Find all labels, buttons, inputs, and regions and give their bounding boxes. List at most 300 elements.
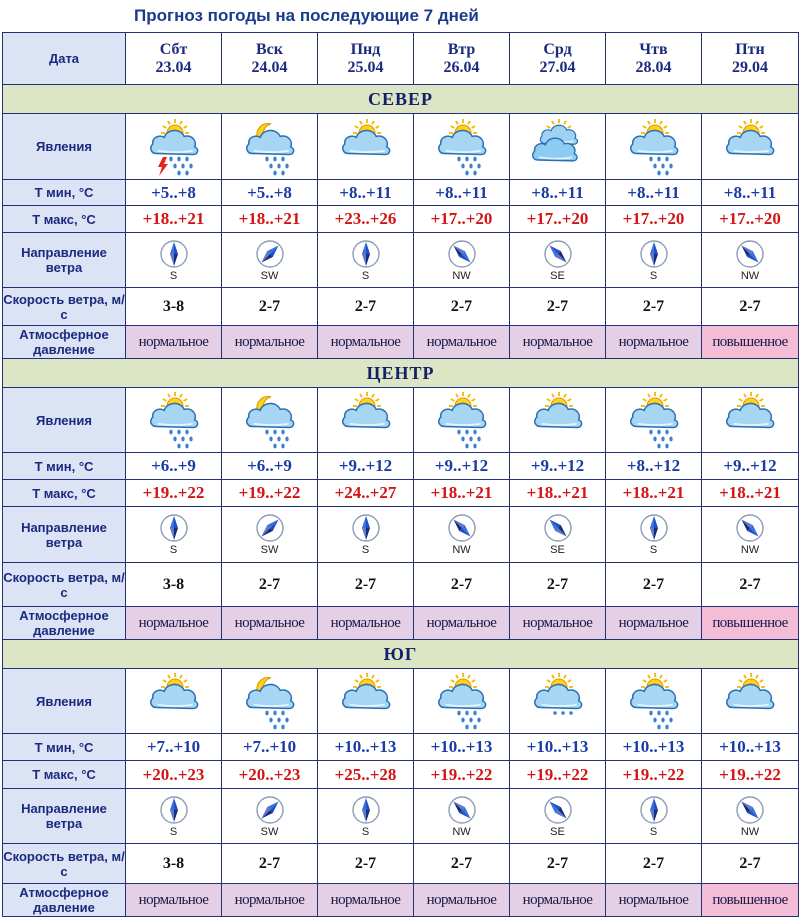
phenomena-cell	[126, 669, 222, 734]
tmax-cell	[126, 206, 222, 233]
wind-speed-value: 2-7	[258, 297, 281, 315]
phenomena-label: Явления	[36, 693, 92, 709]
sun-cloud-rain-icon	[414, 390, 509, 450]
tmax-cell	[318, 761, 414, 789]
tmax-value: +19..+22	[238, 483, 301, 502]
tmax-cell	[318, 206, 414, 233]
wind-speed-cell	[222, 288, 318, 326]
day-date: 28.04	[635, 58, 672, 76]
sun-cloud-rain-icon	[606, 117, 701, 177]
wind-speed-value: 2-7	[546, 297, 569, 315]
phenomena-label: Явления	[36, 139, 92, 154]
region-header-cell	[3, 85, 799, 114]
region-header-cell	[3, 640, 799, 669]
tmin-cell	[126, 180, 222, 206]
compass-arrow-icon	[510, 795, 605, 825]
wind-speed-value: 2-7	[354, 854, 377, 872]
tmax-value: +19..+22	[526, 764, 589, 784]
wind-direction-value: NW	[452, 825, 471, 838]
compass-arrow-icon	[222, 795, 317, 825]
sun-cloud-drizzle-icon	[510, 671, 605, 731]
tmin-value: +9..+12	[338, 456, 393, 475]
tmax-cell	[510, 761, 606, 789]
tmax-row	[3, 480, 799, 507]
tmin-value: +7..+10	[242, 737, 297, 756]
tmax-cell	[510, 480, 606, 507]
tmax-value: +17..+20	[430, 209, 493, 228]
tmin-row	[3, 453, 799, 480]
wind-direction-cell	[510, 507, 606, 563]
wind-speed-label: Скорость ветра, м/с	[3, 848, 125, 879]
compass-arrow-icon	[606, 513, 701, 543]
tmin-value: +10..+13	[622, 737, 685, 756]
wind-direction-cell	[126, 789, 222, 844]
wind-direction-cell	[702, 233, 799, 288]
pressure-cell	[222, 607, 318, 640]
pressure-cell	[318, 884, 414, 917]
phenomena-label-cell	[3, 669, 126, 734]
region-header-row	[3, 359, 799, 388]
pressure-value: нормальное	[138, 891, 209, 908]
tmin-value: +8..+11	[723, 182, 777, 202]
pressure-value: нормальное	[426, 891, 497, 908]
tmin-cell	[126, 453, 222, 480]
tmin-cell	[606, 734, 702, 761]
wind-speed-cell	[318, 563, 414, 607]
wind-speed-value: 2-7	[258, 575, 281, 593]
wind-direction-value: SE	[550, 544, 565, 556]
wind-speed-cell	[606, 563, 702, 607]
wind-direction-cell	[414, 233, 510, 288]
pressure-cell	[606, 326, 702, 359]
pressure-value: нормальное	[618, 891, 689, 908]
day-header-cell	[510, 33, 606, 85]
pressure-cell	[222, 884, 318, 917]
tmax-value: +20..+23	[238, 764, 301, 784]
phenomena-cell	[126, 388, 222, 453]
pressure-value: нормальное	[522, 333, 593, 350]
tmax-cell	[702, 761, 799, 789]
wind-speed-cell	[702, 563, 799, 607]
wind-speed-cell	[222, 844, 318, 884]
page-title-bar	[0, 4, 800, 30]
pressure-cell	[126, 607, 222, 640]
wind-direction-cell	[126, 233, 222, 288]
wind-direction-label-cell	[3, 233, 126, 288]
page-title: Прогноз погоды на последующие 7 дней	[134, 6, 479, 25]
wind-speed-value: 2-7	[642, 297, 665, 315]
compass-arrow-icon	[126, 513, 221, 543]
tmax-row	[3, 761, 799, 789]
wind-speed-cell	[702, 844, 799, 884]
tmax-cell	[606, 480, 702, 507]
wind-speed-cell	[126, 844, 222, 884]
wind-speed-value: 3-8	[162, 854, 185, 872]
pressure-value: нормальное	[618, 614, 689, 631]
tmax-label: Т макс, °С	[32, 767, 96, 782]
phenomena-cell	[510, 669, 606, 734]
sun-cloud-icon	[318, 390, 413, 450]
pressure-value: нормальное	[522, 891, 593, 908]
pressure-cell	[702, 326, 799, 359]
tmax-value: +17..+20	[526, 209, 589, 228]
wind-direction-cell	[414, 507, 510, 563]
wind-speed-value: 2-7	[258, 854, 281, 872]
wind-direction-value: S	[169, 825, 178, 838]
day-header-cell	[702, 33, 799, 85]
tmin-cell	[414, 453, 510, 480]
wind-direction-value: NW	[452, 544, 471, 556]
tmin-label: Т мин, °С	[34, 185, 94, 200]
wind-direction-label-cell	[3, 507, 126, 563]
wind-direction-label: Направление ветра	[21, 245, 107, 275]
date-label-cell	[3, 33, 126, 85]
wind-direction-value: S	[649, 269, 658, 282]
compass-arrow-icon	[414, 513, 509, 543]
wind-direction-row	[3, 507, 799, 563]
compass-arrow-icon	[318, 239, 413, 269]
phenomena-cell	[510, 388, 606, 453]
tmax-cell	[126, 480, 222, 507]
sun-cloud-icon	[702, 671, 798, 731]
day-of-week: Пнд	[350, 40, 381, 58]
day-date: 27.04	[539, 58, 576, 76]
tmax-cell	[702, 480, 799, 507]
wind-direction-cell	[606, 789, 702, 844]
sun-cloud-icon	[510, 390, 605, 450]
day-of-week: Втр	[447, 40, 476, 58]
tmin-cell	[222, 734, 318, 761]
wind-speed-value: 2-7	[354, 297, 377, 315]
tmin-value: +8..+11	[339, 182, 392, 202]
compass-arrow-icon	[510, 513, 605, 543]
tmin-cell	[318, 180, 414, 206]
pressure-value: нормальное	[138, 614, 209, 631]
pressure-value: нормальное	[330, 333, 401, 350]
tmax-cell	[414, 206, 510, 233]
tmin-label-cell	[3, 734, 126, 761]
wind-direction-value: SW	[260, 269, 279, 282]
pressure-cell	[318, 326, 414, 359]
phenomena-cell	[606, 114, 702, 180]
tmax-value: +19..+22	[719, 764, 781, 784]
tmin-row	[3, 180, 799, 206]
pressure-cell	[126, 884, 222, 917]
tmin-value: +8..+12	[626, 456, 681, 475]
tmax-cell	[414, 480, 510, 507]
tmin-cell	[702, 734, 799, 761]
tmax-row	[3, 206, 799, 233]
compass-arrow-icon	[318, 795, 413, 825]
tmin-value: +8..+11	[435, 182, 488, 202]
wind-speed-cell	[126, 288, 222, 326]
tmax-value: +24..+27	[334, 483, 397, 502]
tmax-cell	[126, 761, 222, 789]
wind-speed-label-cell	[3, 844, 126, 884]
compass-arrow-icon	[414, 795, 509, 825]
phenomena-cell	[126, 114, 222, 180]
sun-cloud-rain-icon	[414, 117, 509, 177]
wind-speed-cell	[606, 288, 702, 326]
pressure-cell	[126, 326, 222, 359]
day-of-week: Птн	[735, 40, 765, 58]
wind-direction-cell	[126, 507, 222, 563]
tmin-cell	[702, 180, 799, 206]
tmax-cell	[702, 206, 799, 233]
wind-direction-value: NW	[452, 269, 471, 282]
tmax-value: +19..+22	[142, 483, 205, 502]
day-header-cell	[222, 33, 318, 85]
pressure-value: нормальное	[618, 333, 689, 350]
pressure-cell	[222, 326, 318, 359]
tmin-cell	[606, 453, 702, 480]
wind-speed-value: 2-7	[739, 575, 761, 593]
phenomena-row	[3, 669, 799, 734]
sun-cloud-icon	[318, 117, 413, 177]
wind-speed-row	[3, 844, 799, 884]
wind-speed-row	[3, 563, 799, 607]
tmax-value: +18..+21	[526, 483, 589, 502]
wind-speed-row	[3, 288, 799, 326]
tmax-value: +17..+20	[719, 209, 781, 228]
tmax-value: +18..+21	[430, 483, 493, 502]
phenomena-cell	[222, 669, 318, 734]
wind-speed-value: 2-7	[642, 854, 665, 872]
compass-arrow-icon	[510, 239, 605, 269]
pressure-value: нормальное	[522, 614, 593, 631]
sun-clouds-icon	[510, 117, 605, 177]
pressure-cell	[414, 884, 510, 917]
phenomena-label-cell	[3, 388, 126, 453]
pressure-label-cell	[3, 326, 126, 359]
pressure-value: нормальное	[330, 891, 401, 908]
wind-speed-cell	[318, 844, 414, 884]
pressure-label: Атмосферное давление	[19, 327, 109, 357]
pressure-value: нормальное	[234, 891, 305, 908]
tmin-value: +8..+11	[531, 182, 584, 202]
tmax-label: Т макс, °С	[32, 485, 96, 501]
day-header-cell	[606, 33, 702, 85]
region-name: ЮГ	[383, 643, 418, 664]
pressure-label-cell	[3, 884, 126, 917]
compass-arrow-icon	[606, 239, 701, 269]
compass-arrow-icon	[318, 513, 413, 543]
tmin-row	[3, 734, 799, 761]
phenomena-cell	[510, 114, 606, 180]
wind-direction-value: SW	[260, 544, 279, 556]
wind-direction-cell	[702, 789, 799, 844]
region-header-row	[3, 640, 799, 669]
wind-speed-cell	[126, 563, 222, 607]
phenomena-cell	[222, 388, 318, 453]
tmax-value: +23..+26	[334, 209, 397, 228]
tmin-value: +10..+13	[526, 737, 589, 756]
pressure-value: нормальное	[234, 333, 305, 350]
tmax-value: +25..+28	[334, 764, 397, 784]
phenomena-row	[3, 114, 799, 180]
tmax-cell	[606, 206, 702, 233]
pressure-label: Атмосферное давление	[19, 608, 109, 638]
tmin-value: +9..+12	[530, 456, 585, 475]
tmax-cell	[222, 761, 318, 789]
compass-arrow-icon	[414, 239, 509, 269]
sun-cloud-rain-icon	[126, 390, 221, 450]
wind-direction-row	[3, 789, 799, 844]
moon-cloud-rain-icon	[222, 390, 317, 450]
tmin-cell	[318, 734, 414, 761]
wind-direction-cell	[606, 233, 702, 288]
wind-direction-value: S	[649, 825, 658, 838]
tmax-value: +18..+21	[719, 483, 781, 502]
tmin-label-cell	[3, 180, 126, 206]
sun-cloud-icon	[702, 117, 798, 177]
wind-speed-value: 2-7	[450, 297, 473, 315]
wind-direction-cell	[222, 789, 318, 844]
wind-direction-label-cell	[3, 789, 126, 844]
tmax-cell	[606, 761, 702, 789]
wind-direction-label: Направление ветра	[21, 801, 107, 831]
day-header-cell	[414, 33, 510, 85]
compass-arrow-icon	[126, 795, 221, 825]
sun-cloud-rain-icon	[606, 671, 701, 731]
phenomena-label-cell	[3, 114, 126, 180]
moon-cloud-rain-icon	[222, 117, 317, 177]
tmin-value: +6..+9	[247, 456, 292, 475]
forecast-table-body	[3, 33, 799, 917]
tmax-value: +18..+21	[142, 209, 205, 228]
tmin-value: +7..+10	[146, 737, 201, 756]
wind-speed-cell	[414, 844, 510, 884]
tmax-value: +20..+23	[142, 764, 205, 784]
wind-direction-value: S	[169, 544, 178, 556]
pressure-cell	[702, 884, 799, 917]
wind-speed-cell	[414, 288, 510, 326]
compass-arrow-icon	[702, 795, 798, 825]
pressure-row	[3, 326, 799, 359]
pressure-value: повышенное	[712, 333, 788, 350]
wind-speed-value: 2-7	[450, 575, 473, 593]
wind-speed-cell	[606, 844, 702, 884]
pressure-cell	[318, 607, 414, 640]
wind-speed-value: 2-7	[739, 297, 761, 315]
forecast-table	[2, 32, 799, 917]
wind-direction-cell	[414, 789, 510, 844]
wind-direction-cell	[222, 233, 318, 288]
sun-cloud-rain-icon	[414, 671, 509, 731]
pressure-value: нормальное	[234, 614, 305, 631]
pressure-value: нормальное	[330, 614, 401, 631]
phenomena-cell	[318, 388, 414, 453]
pressure-value: нормальное	[426, 333, 497, 350]
tmax-value: +18..+21	[622, 483, 685, 502]
wind-speed-label: Скорость ветра, м/с	[3, 569, 125, 600]
pressure-value: нормальное	[426, 614, 497, 631]
tmax-value: +18..+21	[238, 209, 301, 228]
tmin-value: +8..+11	[627, 182, 680, 202]
wind-direction-value: S	[649, 544, 658, 556]
pressure-value: нормальное	[138, 333, 209, 350]
tmin-cell	[510, 453, 606, 480]
wind-direction-cell	[318, 233, 414, 288]
region-name: ЦЕНТР	[366, 362, 435, 383]
wind-direction-value: SE	[550, 825, 565, 838]
tmax-cell	[222, 480, 318, 507]
wind-speed-value: 2-7	[354, 575, 377, 593]
wind-speed-value: 3-8	[162, 297, 185, 315]
tmax-cell	[318, 480, 414, 507]
day-of-week: Чтв	[639, 40, 668, 58]
region-header-cell	[3, 359, 799, 388]
phenomena-cell	[222, 114, 318, 180]
day-of-week: Сбт	[159, 40, 188, 58]
wind-speed-value: 2-7	[546, 575, 569, 593]
compass-arrow-icon	[222, 513, 317, 543]
day-of-week: Срд	[543, 40, 572, 58]
pressure-value: повышенное	[712, 891, 788, 908]
compass-arrow-icon	[702, 239, 798, 269]
pressure-row	[3, 884, 799, 917]
sun-cloud-rain-lightning-icon	[126, 117, 221, 177]
tmin-cell	[606, 180, 702, 206]
tmin-label: Т мин, °С	[34, 739, 94, 755]
compass-arrow-icon	[222, 239, 317, 269]
wind-speed-cell	[510, 563, 606, 607]
tmax-value: +19..+22	[622, 764, 685, 784]
region-name: СЕВЕР	[367, 88, 433, 109]
wind-speed-label: Скорость ветра, м/с	[3, 291, 125, 322]
tmin-value: +5..+8	[247, 182, 292, 202]
wind-direction-value: SE	[550, 269, 565, 282]
tmin-label-cell	[3, 453, 126, 480]
tmax-label-cell	[3, 480, 126, 507]
phenomena-cell	[606, 669, 702, 734]
wind-speed-value: 2-7	[642, 575, 665, 593]
pressure-cell	[414, 607, 510, 640]
day-header-cell	[126, 33, 222, 85]
wind-direction-value: SW	[260, 825, 279, 838]
tmin-cell	[510, 734, 606, 761]
tmin-cell	[318, 453, 414, 480]
wind-speed-cell	[702, 288, 799, 326]
tmin-value: +9..+12	[434, 456, 489, 475]
tmin-value: +10..+13	[719, 737, 781, 756]
sun-cloud-rain-icon	[606, 390, 701, 450]
tmax-value: +17..+20	[622, 209, 685, 228]
phenomena-cell	[702, 669, 799, 734]
tmax-cell	[414, 761, 510, 789]
wind-speed-value: 2-7	[450, 854, 473, 872]
tmin-cell	[510, 180, 606, 206]
wind-direction-cell	[318, 789, 414, 844]
sun-cloud-icon	[702, 390, 798, 450]
day-date: 29.04	[732, 58, 768, 76]
wind-speed-cell	[510, 288, 606, 326]
pressure-cell	[606, 607, 702, 640]
phenomena-label: Явления	[36, 412, 92, 428]
phenomena-row	[3, 388, 799, 453]
pressure-cell	[702, 607, 799, 640]
wind-direction-cell	[606, 507, 702, 563]
wind-direction-label: Направление ветра	[21, 519, 107, 550]
tmin-label: Т мин, °С	[34, 458, 94, 474]
pressure-label-cell	[3, 607, 126, 640]
pressure-cell	[510, 326, 606, 359]
tmax-label: Т макс, °С	[32, 211, 96, 227]
compass-arrow-icon	[702, 513, 798, 543]
date-label: Дата	[48, 51, 80, 66]
pressure-cell	[510, 884, 606, 917]
pressure-label: Атмосферное давление	[19, 885, 109, 915]
